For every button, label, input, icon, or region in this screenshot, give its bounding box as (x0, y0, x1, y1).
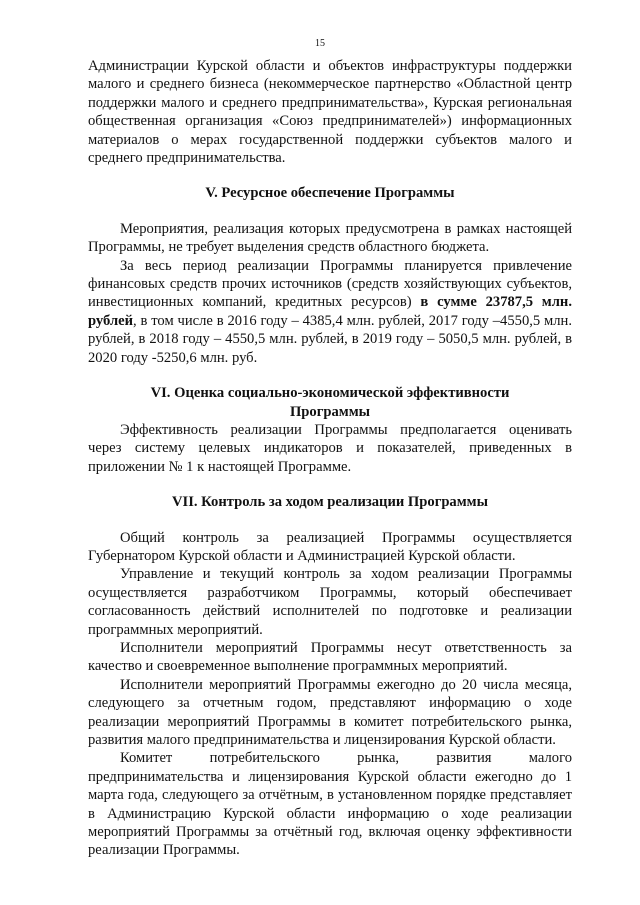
section-6-heading (88, 384, 572, 421)
spacer (88, 167, 572, 184)
intro-paragraph: Администрации Курской области и объектов инфраструктуры поддержки малого и среднего бизнеса (некоммерческое партнерство «Областной центр поддержки малого и среднего предпринимательства», Курская региональная общественная организация «Союз предпринимателей») информационных материалов о мерах государственной поддержки субъектов малого и среднего предпринимательства. (88, 58, 572, 167)
section-5-paragraph-1: Мероприятия, реализация которых предусмотрена в рамках настоящей Программы, не требует выделения средств областного бюджета. (88, 220, 572, 256)
section-7-paragraph-5: Комитет потребительского рынка, развития малого предпринимательства и лицензирования Курской области ежегодно до 1 марта года, следующего за отчётным, в установленном порядке представляет в Администрацию Курской области информацию о ходе реализации мероприятий Программы за отчётный год, включая оценку эффективности реализации Программы. (88, 750, 572, 859)
section-7-heading: VII. Контроль за ходом реализации Программы (171, 494, 489, 511)
section-6-heading-line-2: Программы (289, 403, 371, 420)
section-5-paragraph-2-end: , в том числе в 2016 году – 4385,4 млн. рублей, 2017 году –4550,5 млн. рублей, в 2018 году – 4550,5 млн. рублей, в 2019 году – 5050,5 млн. рублей, в 2020 году -5250,6 млн. руб. (88, 312, 572, 366)
section-7-paragraph-4: Исполнители мероприятий Программы ежегодно до 20 числа месяца, следующего за отчетным годом, представляют информацию о ходе реализации мероприятий Программы в комитет потребительского рынка, развития малого предпринимательства и лицензирования Курской области. (88, 676, 572, 748)
spacer (88, 367, 572, 384)
section-7-paragraph-2: Управление и текущий контроль за ходом реализации Программы осуществляется разработчиком Программы, который обеспечивает согласованность действий исполнителей по подготовке и реализации программных мероприятий. (88, 566, 572, 638)
section-7-paragraph-1: Общий контроль за реализацией Программы осуществляется Губернатором Курской области и Администрацией Курской области. (88, 529, 572, 564)
section-5-total-amount: в сумме 23787,5 млн. рублей (88, 294, 572, 329)
section-7-paragraph-3: Исполнители мероприятий Программы несут ответственность за качество и своевременное выполнение программных мероприятий. (88, 639, 572, 675)
spacer (88, 512, 572, 529)
spacer (88, 476, 572, 493)
spacer (88, 203, 572, 220)
document-body (88, 57, 572, 860)
section-5-paragraph-2 (88, 257, 572, 367)
section-6-paragraph-1: Эффективность реализации Программы предполагается оценивать через систему целевых индикаторов и показателей, приведенных в приложении № 1 к настоящей Программе. (88, 421, 572, 475)
page-number: 15 (315, 38, 325, 49)
section-6-heading-line-1: VI. Оценка социально-экономической эффективности (150, 385, 510, 402)
section-5-paragraph-2-start: За весь период реализации Программы планируется привлечение финансовых средств прочих источников (средств хозяйствующих субъектов, инвестиционных компаний, кредитных ресурсов) (88, 257, 572, 311)
section-5-heading: V. Ресурсное обеспечение Программы (205, 185, 455, 202)
